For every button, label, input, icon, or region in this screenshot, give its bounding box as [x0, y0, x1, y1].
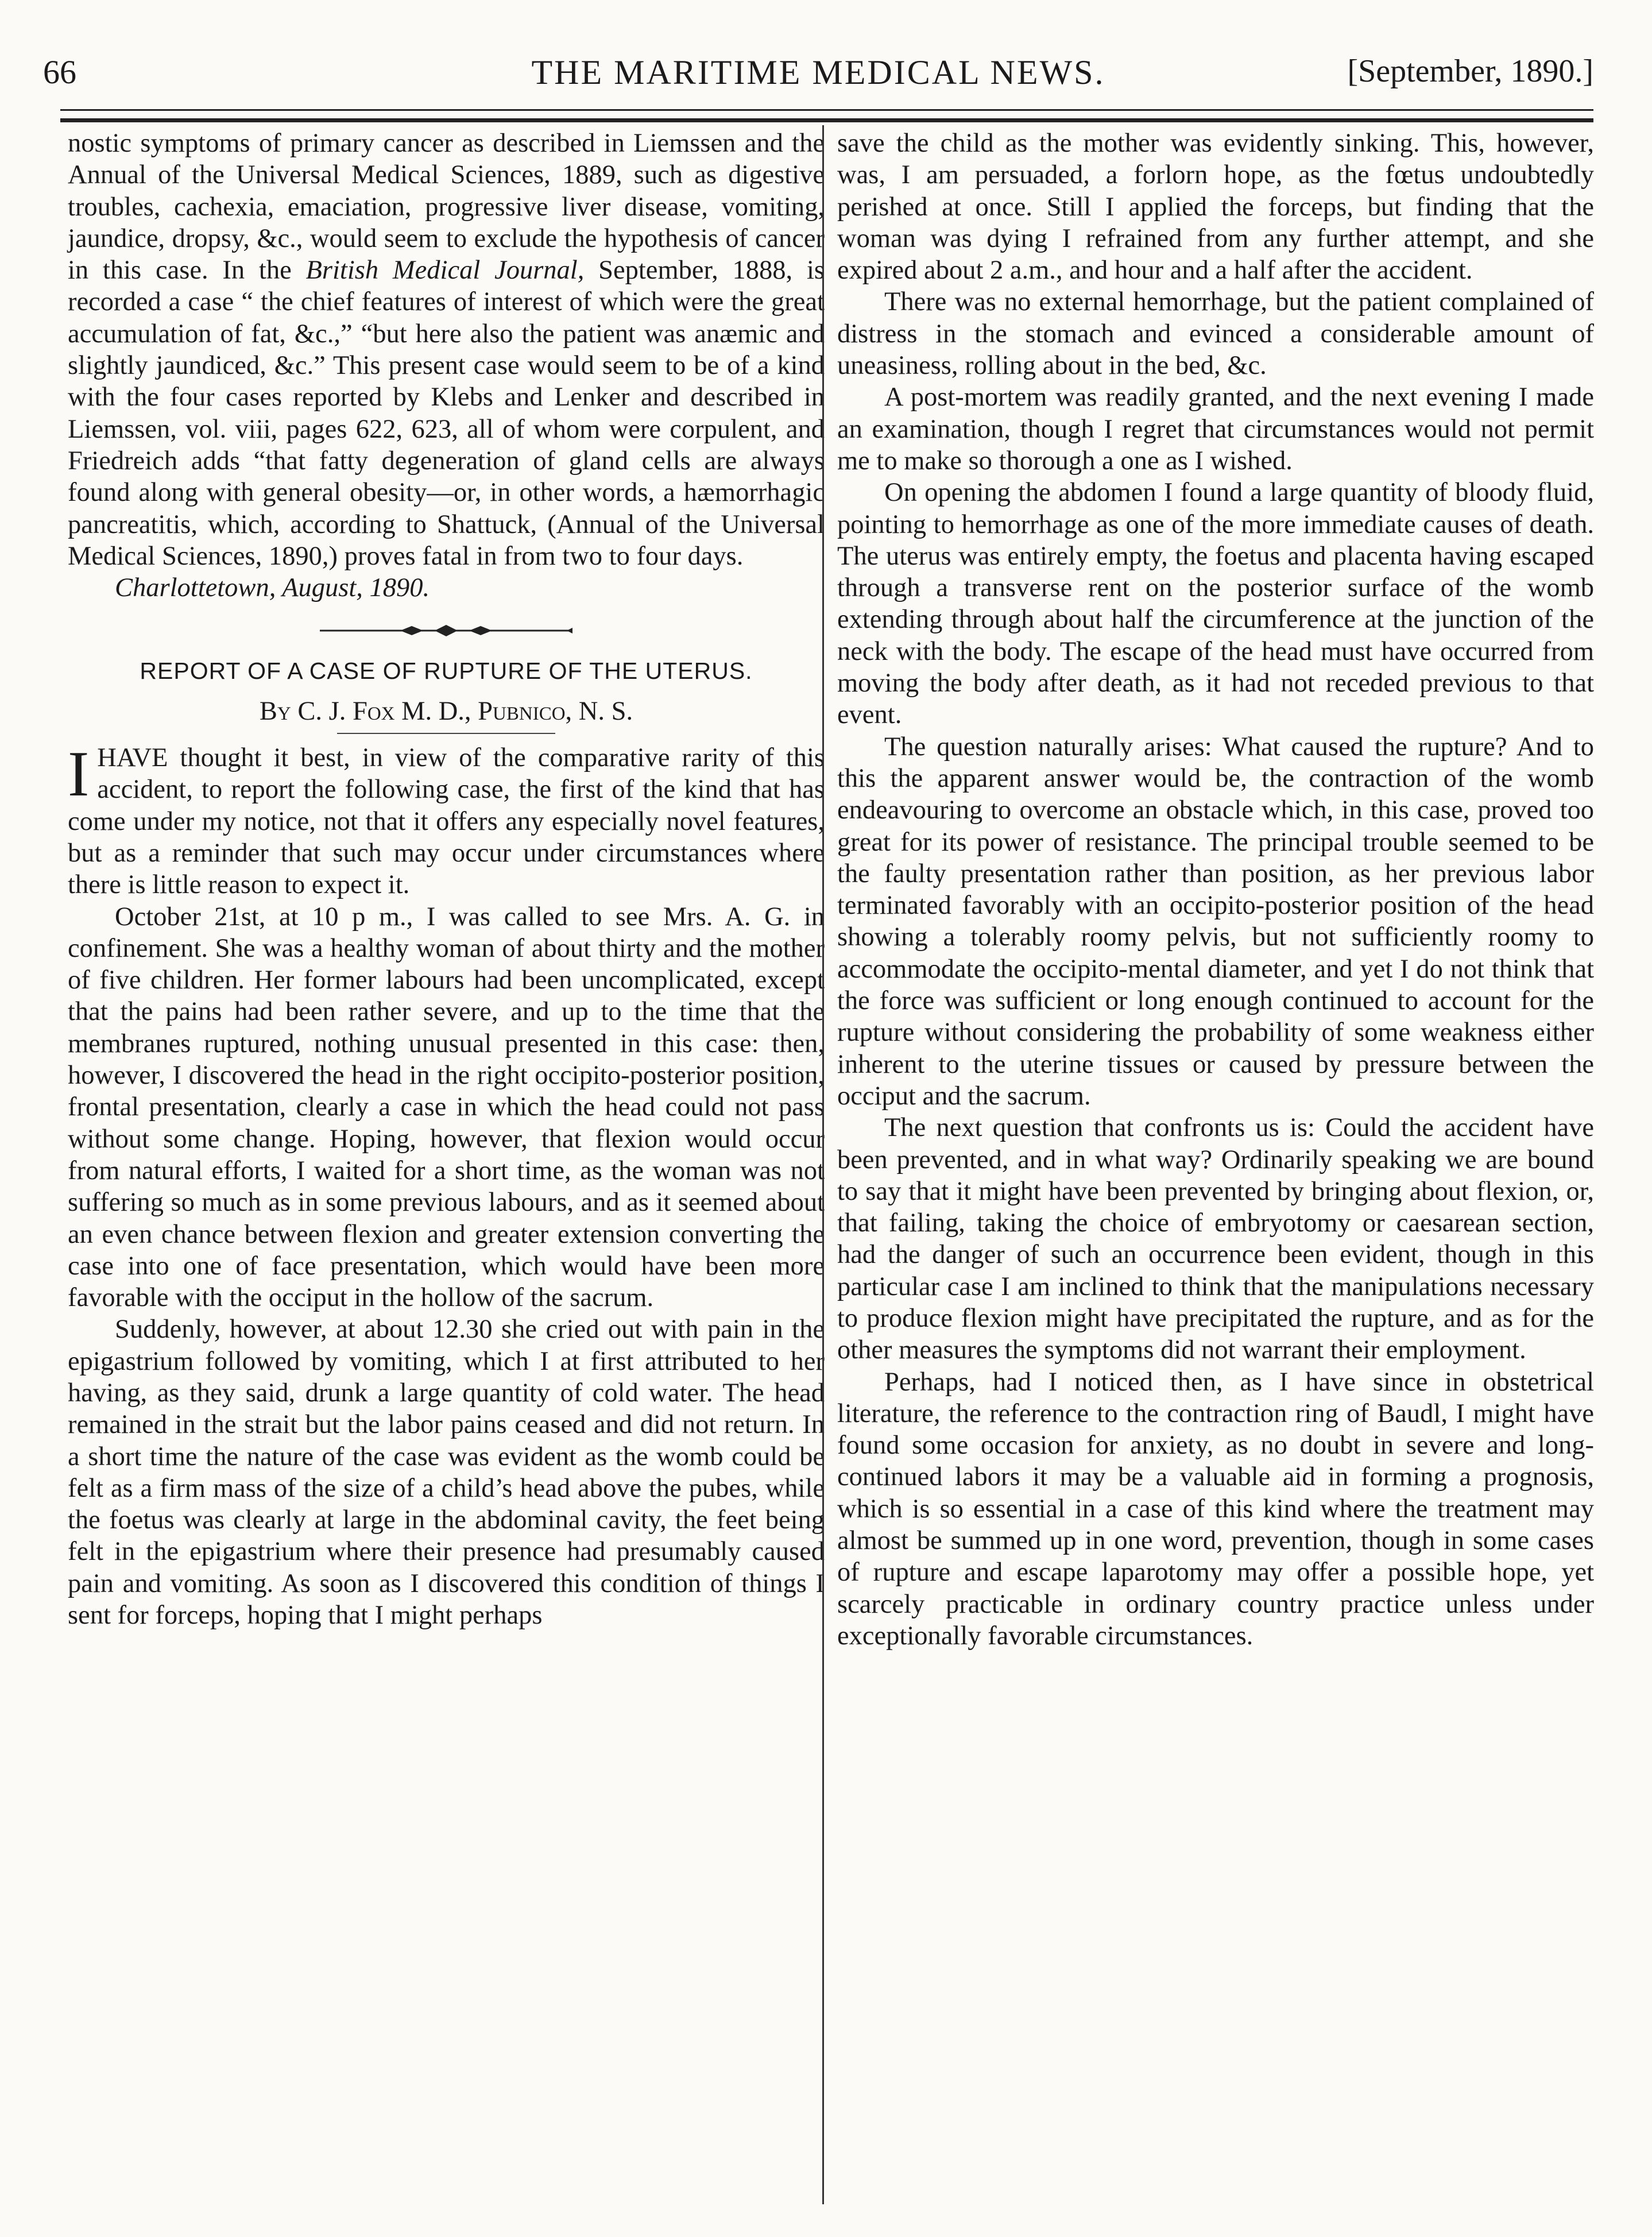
paragraph: October 21st, at 10 p m., I was called to see Mrs. A. G. in confinement. She was a healthy woman of about thirty and the mother of five children. Her former labours had been uncomplicated, except that the pains had been rather severe, and up to the time that the membranes ruptured, nothing unusual presented in this case: then, however, I discovered the head in the right occipito-posterior position, frontal presentation, clearly a case in which the head could not pass without some change. Hoping, however, that flexion would occur from natural efforts, I waited for a short time, as the woman was not suffering so much as in some previous labours, and as it seemed about an even chance between flexion and greater extension converting the case into one of face presentation, which would have been more favorable with the occiput in the hollow of the sacrum.	[68, 902, 825, 1313]
paragraph	[68, 739, 825, 901]
paragraph: There was no external hemorrhage, but the patient complained of distress in the stomach and evinced a considerable amount of uneasiness, rolling about in the bed, &c.	[837, 287, 1594, 381]
signature-line: Charlottetown, August, 1890.	[115, 573, 430, 603]
ornament-rule-icon	[314, 616, 578, 645]
page-header	[43, 53, 1593, 102]
journal-citation: British Medical Journal,	[305, 256, 585, 285]
header-rule-thin	[60, 109, 1593, 111]
issue-date: [September, 1890.]	[1347, 53, 1593, 89]
header-rule-thick	[60, 118, 1593, 122]
paragraph: On opening the abdomen I found a large quantity of bloody fluid, pointing to hemorrhage as one of the more immediate causes of death. The uterus was entirely empty, the foetus and placenta having escaped through a transverse rent on the posterior surface of the womb extending through about half the circumference at the junction of the neck with the body. The escape of the head must have occurred from moving the body after death, as it had not receded previous to that event.	[837, 478, 1594, 730]
drop-cap: I	[68, 739, 90, 810]
author-byline: By C. J. Fox M. D., Pubnico, N. S.	[259, 696, 633, 726]
paragraph	[68, 128, 825, 572]
journal-title: THE MARITIME MEDICAL NEWS.	[531, 53, 1105, 91]
left-column	[68, 128, 825, 1631]
paragraph-text: HAVE thought it best, in view of the comparative rarity of this accident, to report the following case, the first of the kind that has come under my notice, not that it offers any especially novel features, but as a reminder that such may occur under circumstances where there is little reason to expect it.	[68, 743, 825, 900]
ornament-divider	[68, 616, 825, 645]
paragraph: A post-mortem was readily granted, and the next evening I made an examination, though I regret that circumstances would not permit me to make so thorough a one as I wished.	[837, 383, 1594, 476]
paragraph: Perhaps, had I noticed then, as I have since in obstetrical literature, the reference to the contraction ring of Baudl, I might have found some occasion for anxiety, as no doubt in severe and long-continued labors it may be a valuable aid in forming a prognosis, which is so essential in a case of this kind where the treatment may almost be summed up in one word, prevention, though in some cases of rupture and escape laparotomy may offer a possible hope, yet scarcely practicable in ordinary country practice unless under exceptionally favorable circumstances.	[837, 1367, 1594, 1651]
page-number: 66	[43, 53, 76, 91]
column-divider	[822, 125, 824, 2204]
article-title: REPORT OF A CASE OF RUPTURE OF THE UTERUS.	[140, 658, 753, 685]
paragraph: save the child as the mother was evidently sinking. This, however, was, I am persuaded, a forlorn hope, as the fœtus undoubtedly perished at once. Still I applied the forceps, but finding that the woman was dying I refrained from any further attempt, and she expired about 2 a.m., and hour and a half after the accident.	[837, 129, 1594, 285]
paragraph: Suddenly, however, at about 12.30 she cried out with pain in the epigastrium followed by vomiting, which I at first attributed to her having, as they said, drunk a large quantity of cold water. The head remained in the strait but the labor pains ceased and did not return. In a short time the nature of the case was evident as the womb could be felt as a firm mass of the size of a child’s head above the pubes, while the foetus was clearly at large in the abdominal cavity, the feet being felt in the epigastrium where their presence had presumably caused pain and vomiting. As soon as I discovered this condition of things I sent for forceps, hoping that I might perhaps	[68, 1315, 825, 1631]
paragraph-text: September, 1888, is recorded a case “ the chief features of interest of which were the great accumulation of fat, &c.,” “but here also the patient was anæmic and slightly jaundiced, &c.” This present case would seem to be of a kind with the four cases reported by Klebs and Lenker and described in Liemssen, vol. viii, pages 622, 623, all of whom were corpulent, and Friedreich adds “that fatty degeneration of gland cells are always found along with general obesity—or, in other words, a hæmorrhagic pancreatitis, which, according to Shattuck, (Annual of the Universal Medical Sciences, 1890,) proves fatal in from two to four days.	[68, 256, 825, 571]
paragraph-text: nostic symptoms of primary cancer as described in Liemssen and the Annual of the Universal Medical Sciences, 1889, such as digestive troubles, cachexia, emaciation, progressive liver disease, vomiting, jaundice, dropsy, &c., would seem to exclude the hypothesis of cancer in this case. In the	[68, 129, 825, 285]
byline-rule	[337, 733, 555, 734]
right-column	[837, 128, 1594, 1652]
paragraph: The question naturally arises: What caused the rupture? And to this the apparent answer would be, the contraction of the womb endeavouring to overcome an obstacle which, in this case, proved too great for its power of resistance. The principal trouble seemed to be the faulty presentation rather than position, as her previous labor terminated favorably with an occipito-posterior position of the head showing a tolerably roomy pelvis, but not sufficiently roomy to accommodate the occipito-mental diameter, and yet I do not think that the force was sufficient or long enough continued to account for the rupture without considering the probability of some weakness either inherent to the uterine tissues or caused by pressure between the occiput and the sacrum.	[837, 732, 1594, 1111]
paragraph: The next question that confronts us is: Could the accident have been prevented, and in what way? Ordinarily speaking we are bound to say that it might have been prevented by bringing about flexion, or, that failing, taking the choice of embryotomy or caesarean section, had the danger of such an occurrence been evident, though in this particular case I am inclined to think that the manipulations necessary to produce flexion might have precipitated the rupture, and as for the other measures the symptoms did not warrant their employment.	[837, 1113, 1594, 1365]
